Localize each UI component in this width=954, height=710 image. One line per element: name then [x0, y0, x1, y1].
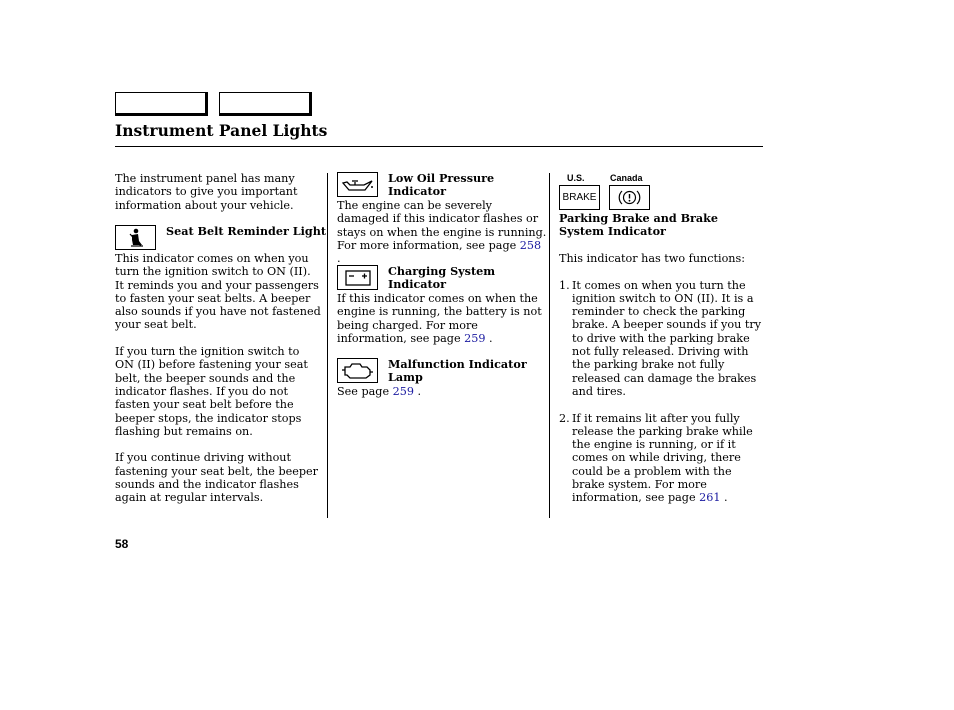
brake-heading-line-1: Parking Brake and Brake [559, 211, 719, 225]
charge-text: If this indicator comes on when the engine is running, the battery is not being charged. For more information, see page [337, 292, 542, 345]
mil-text: See page [337, 385, 390, 398]
charge-heading-line-1: Charging System [388, 264, 496, 278]
charge-heading [388, 265, 548, 292]
mil-body: See page 259 . [337, 385, 422, 398]
seatbelt-body [115, 252, 321, 505]
seatbelt-paragraph-1: This indicator comes on when you turn the ignition switch to ON (II). It reminds you and your passengers to fasten your seat belts. A beeper also sounds if you have not fastened your seat belt. [115, 252, 321, 332]
label-us: U.S. [567, 173, 585, 183]
mil-heading-line-1: Malfunction Indicator [388, 357, 527, 371]
seatbelt-paragraph-3: If you continue driving without fastening your seat belt, the beeper sounds and the indicator flashes again at regular intervals. [115, 451, 319, 505]
brake-item-1-text: It comes on when you turn the ignition switch to ON (II). It is a reminder to check the parking brake. A beeper sounds if you try to drive with the parking brake not fully released. Driving with the parking brake not fully released can damage the brakes and tires. [572, 278, 762, 398]
brake-intro: This indicator has two functions: [559, 252, 746, 265]
mil-heading [388, 358, 548, 385]
page-number: 58 [115, 537, 129, 551]
seatbelt-icon [115, 225, 156, 250]
oil-heading [388, 172, 548, 199]
brake-item-1-number: 1. [559, 278, 570, 292]
seatbelt-paragraph-2: If you turn the ignition switch to ON (II) before fastening your seat belt, the beeper sounds and the indicator flashes. If you do not fasten your seat belt before the beeper stops, the indicator stops flashing but remains on. [115, 345, 308, 438]
oil-heading-line-1: Low Oil Pressure [388, 171, 495, 185]
brake-heading [559, 212, 759, 239]
mil-heading-line-2: Lamp [388, 370, 423, 385]
oil-heading-line-2: Indicator [388, 184, 447, 199]
oil-body: The engine can be severely damaged if this indicator flashes or stays on when the engine is running. For more information, see page 258 . [337, 199, 547, 266]
nav-button-1[interactable] [115, 92, 208, 116]
label-canada: Canada [610, 173, 643, 183]
brake-heading-line-2: System Indicator [559, 224, 666, 239]
brake-item-2-number: 2. [559, 411, 570, 425]
charge-page-link[interactable]: 259 [464, 331, 486, 345]
brake-item-2: 2. If it remains lit after you fully release the parking brake while the engine is running, or if it comes on while driving, there could be a problem with the brake system. For more information, see page 261 . [559, 411, 753, 505]
brake-circle-icon [609, 185, 650, 210]
engine-icon [337, 358, 378, 383]
brake-item-1 [559, 279, 765, 399]
column-divider-1 [327, 173, 328, 518]
oil-page-link[interactable]: 258 [519, 238, 542, 252]
column-divider-2 [549, 173, 550, 518]
brake-item-2-text: If it remains lit after you fully release the parking brake while the engine is running, or if it comes on while driving, there could be a problem with the brake system. For more information, see page [572, 411, 753, 505]
mil-page-link[interactable]: 259 [392, 385, 414, 398]
intro-text: The instrument panel has many indicators to give you important information about your vehicle. [115, 172, 298, 212]
oil-text: The engine can be severely damaged if this indicator flashes or stays on when the engine is running. For more information, see page [337, 199, 547, 252]
battery-icon [337, 265, 378, 290]
brake-body [559, 252, 765, 505]
seatbelt-heading: Seat Belt Reminder Light [166, 224, 327, 238]
title-rule [115, 146, 763, 147]
oil-pressure-icon [337, 172, 378, 197]
column-1 [115, 172, 321, 212]
brake-icon: BRAKE [559, 185, 600, 210]
page-title: Instrument Panel Lights [115, 121, 328, 140]
charge-body: If this indicator comes on when the engine is running, the battery is not being charged. For more information, see page 259 . [337, 292, 542, 345]
brake-page-link[interactable]: 261 [699, 491, 721, 505]
nav-button-2[interactable] [219, 92, 312, 116]
charge-heading-line-2: Indicator [388, 277, 447, 292]
